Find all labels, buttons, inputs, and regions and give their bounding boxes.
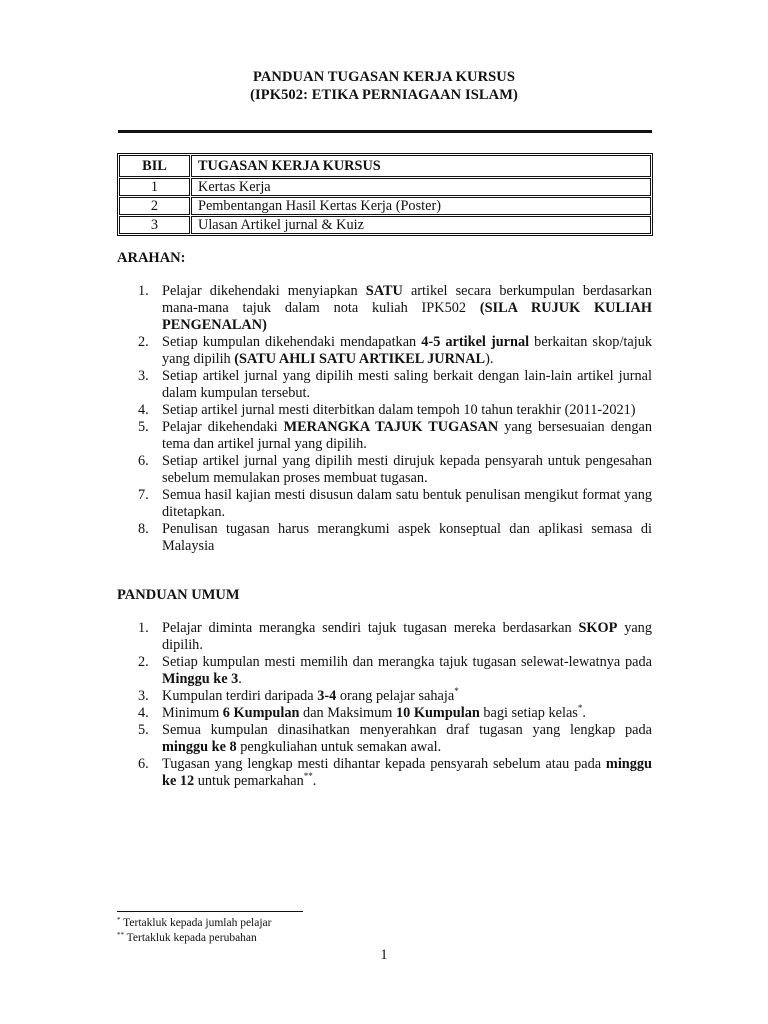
list-item-number: 1.: [138, 620, 149, 636]
table-cell-bil: 3: [119, 216, 190, 234]
emphasis-text: 4-5 artikel jurnal: [421, 334, 530, 350]
list-item-text: Kumpulan terdiri daripada: [162, 688, 318, 704]
table-row: [119, 197, 651, 215]
list-item-number: 4.: [138, 705, 149, 721]
table-cell-bil: 1: [119, 178, 190, 196]
document-title: PANDUAN TUGASAN KERJA KURSUS: [252, 69, 516, 85]
list-item-number: 7.: [138, 487, 149, 503]
list-item-number: 6.: [138, 453, 149, 469]
list-item-number: 8.: [138, 521, 149, 537]
list-item: [117, 521, 652, 555]
list-item-text: berkaitan skop/tajuk yang dipilih: [162, 334, 652, 367]
arahan-heading: ARAHAN:: [117, 250, 186, 266]
list-item-text: artikel secara berkumpulan berdasarkan mana-mana tajuk dalam nota kuliah IPK502: [162, 283, 652, 316]
panduan-umum-list: [117, 620, 652, 790]
footnote-text: Tertakluk kepada jumlah pelajar: [120, 917, 272, 929]
list-item: [117, 620, 652, 654]
list-item: [117, 453, 652, 487]
list-item: [117, 283, 652, 334]
list-item-text: .: [582, 705, 586, 721]
list-item-text: yang bersesuaian dengan tema dan artikel jurnal yang dipilih.: [162, 419, 652, 452]
list-item-text: orang pelajar sahaja: [336, 688, 455, 704]
list-item-text: Pelajar dikehendaki: [162, 419, 284, 435]
list-item-number: 6.: [138, 756, 149, 772]
list-item-number: 1.: [138, 283, 149, 299]
title-divider: [118, 130, 652, 133]
emphasis-text: minggu ke 12: [162, 756, 652, 789]
table-row: [119, 178, 651, 196]
panduan-umum-heading: PANDUAN UMUM: [117, 587, 240, 603]
list-item-text: .: [312, 773, 317, 789]
emphasis-text: SKOP: [578, 620, 618, 636]
emphasis-text: 10 Kumpulan: [395, 705, 480, 721]
list-item-text: bagi setiap kelas: [479, 705, 578, 721]
list-item-number: 4.: [138, 402, 149, 418]
footnote-1: [117, 917, 271, 930]
list-item-text: untuk pemarkahan: [194, 773, 304, 789]
emphasis-text: (SILA RUJUK KULIAH PENGENALAN): [162, 300, 653, 333]
list-item-text: Minimum: [162, 705, 223, 721]
table-header-bil: BIL: [119, 155, 190, 177]
list-item-text: Setiap artikel jurnal yang dipilih mesti saling berkait dengan lain-lain artikel jurnal dalam kumpulan tersebut.: [162, 368, 652, 401]
list-item-text: Penulisan tugasan harus merangkumi aspek konseptual dan aplikasi semasa di Malaysia: [162, 521, 652, 554]
list-item: [117, 419, 652, 453]
emphasis-text: 3-4: [317, 688, 337, 704]
list-item: [117, 402, 652, 419]
list-item-text: Tugasan yang lengkap mesti dihantar kepada pensyarah sebelum atau pada: [162, 756, 606, 772]
emphasis-text: SATU: [365, 283, 403, 299]
footnote-2: [117, 932, 257, 945]
list-item-text: yang dipilih.: [162, 620, 652, 653]
list-item: [117, 368, 652, 402]
list-item-number: 3.: [138, 368, 149, 384]
list-item-text: Pelajar diminta merangka sendiri tajuk tugasan mereka berdasarkan: [162, 620, 579, 636]
table-cell-task: Ulasan Artikel jurnal & Kuiz: [191, 216, 651, 234]
list-item-text: Semua kumpulan dinasihatkan menyerahkan draf tugasan yang lengkap pada: [162, 722, 652, 738]
footnote-divider: [117, 911, 303, 912]
list-item: [117, 334, 652, 368]
footnote-reference: *: [577, 703, 583, 713]
table-row: [119, 216, 651, 234]
footnote-mark: *: [117, 916, 121, 924]
list-item-text: Setiap artikel jurnal mesti diterbitkan dalam tempoh 10 tahun terakhir (2011-2021): [162, 402, 636, 418]
list-item-number: 3.: [138, 688, 149, 704]
table-cell-bil: 2: [119, 197, 190, 215]
arahan-list: [117, 283, 652, 555]
list-item-text: .: [238, 671, 242, 687]
coursework-table: [117, 153, 653, 236]
footnote-mark: **: [117, 931, 124, 939]
list-item-text: Semua hasil kajian mesti disusun dalam satu bentuk penulisan mengikut format yang ditetapkan.: [162, 487, 652, 520]
list-item-number: 2.: [138, 654, 149, 670]
list-item: [117, 487, 652, 521]
list-item-text: pengkuliahan untuk semakan awal.: [236, 739, 442, 755]
page-number: 1: [380, 947, 388, 963]
table-cell-task: Kertas Kerja: [191, 178, 651, 196]
list-item-text: dan Maksimum: [299, 705, 396, 721]
footnote-reference: **: [303, 771, 313, 781]
list-item: [117, 654, 652, 688]
footnote-reference: *: [454, 686, 459, 696]
list-item: [117, 688, 652, 705]
list-item: [117, 705, 652, 722]
list-item-number: 5.: [138, 722, 149, 738]
list-item-text: ).: [485, 351, 494, 367]
list-item-text: Setiap artikel jurnal yang dipilih mesti dirujuk kepada pensyarah untuk pengesahan sebelum memulakan proses membuat tugasan.: [162, 453, 652, 486]
list-item-text: Pelajar dikehendaki menyiapkan: [162, 283, 366, 299]
list-item-text: Setiap kumpulan dikehendaki mendapatkan: [162, 334, 422, 350]
list-item-number: 5.: [138, 419, 149, 435]
emphasis-text: (SATU AHLI SATU ARTIKEL JURNAL: [234, 351, 486, 367]
list-item: [117, 756, 652, 790]
emphasis-text: 6 Kumpulan: [222, 705, 300, 721]
emphasis-text: MERANGKA TAJUK TUGASAN: [283, 419, 499, 435]
footnote-text: Tertakluk kepada perubahan: [124, 932, 257, 944]
emphasis-text: minggu ke 8: [162, 739, 237, 755]
table-header-task: TUGASAN KERJA KURSUS: [191, 155, 651, 177]
emphasis-text: Minggu ke 3: [162, 671, 239, 687]
table-header-row: [119, 155, 651, 177]
list-item: [117, 722, 652, 756]
list-item-number: 2.: [138, 334, 149, 350]
document-subtitle: (IPK502: ETIKA PERNIAGAAN ISLAM): [250, 87, 518, 103]
table-cell-task: Pembentangan Hasil Kertas Kerja (Poster): [191, 197, 651, 215]
list-item-text: Setiap kumpulan mesti memilih dan merangka tajuk tugasan selewat-lewatnya pada: [162, 654, 652, 670]
